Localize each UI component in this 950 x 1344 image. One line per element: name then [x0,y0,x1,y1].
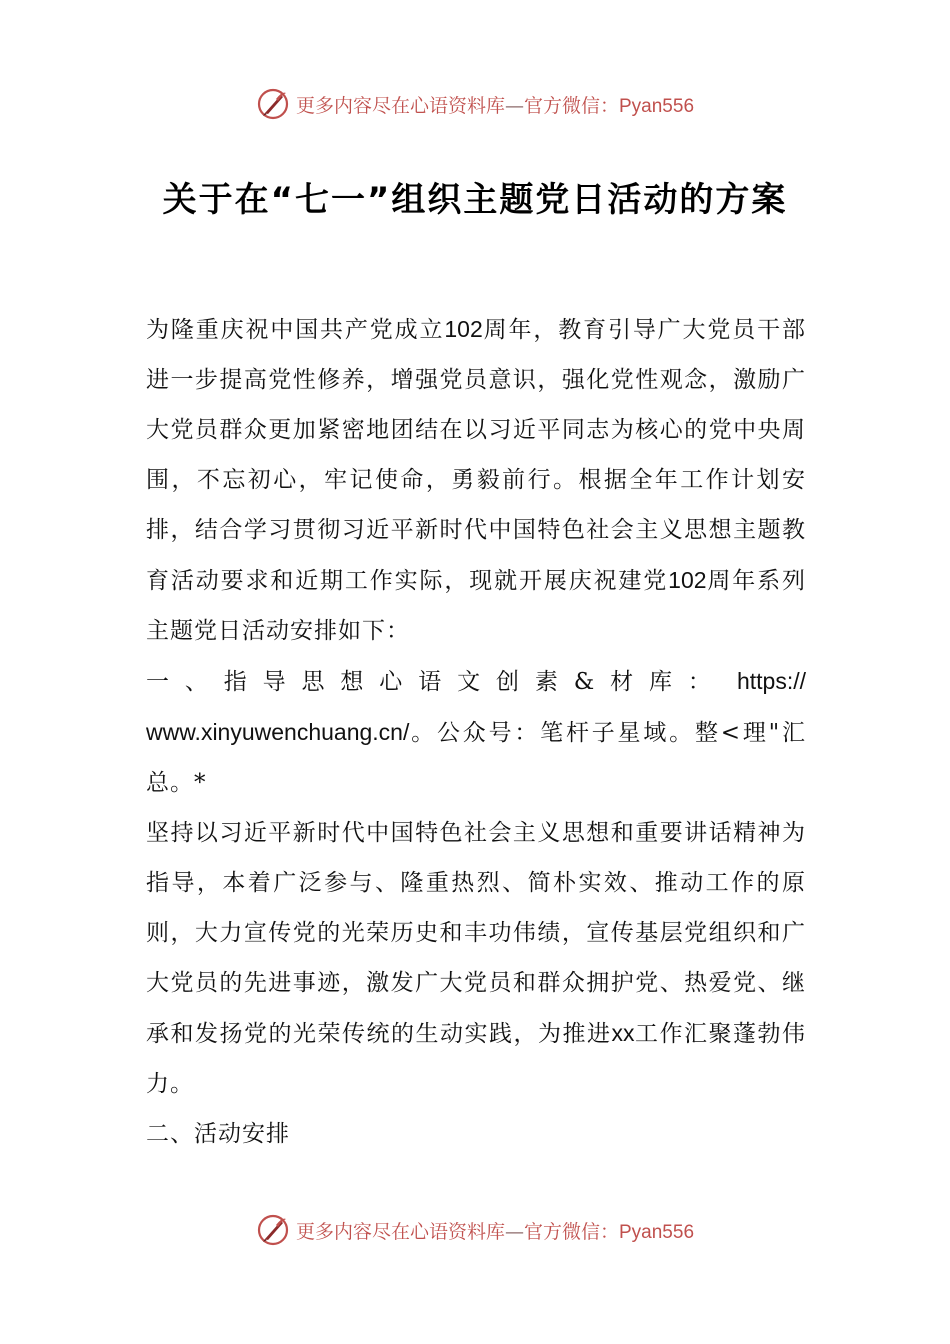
section1-body-a: 坚持以习近平新时代中国特色社会主义思想和重要讲话精神为指导，本着广泛参与、隆重热烈、简朴实效、推动工作的原则，大力宣传党的光荣历史和丰功伟绩，宣传基层党组织和广大党员的先进事迹，激发广大党员和群众拥护党、热爱党、继承和发扬党的光荣传统的生动实践，为推进 [146,820,806,1047]
intro-number-2: 102 [668,567,707,593]
document-body [146,304,806,1159]
document-title: 关于在“七一”组织主题党日活动的方案 [162,180,788,220]
watermark-wechat-id: Pyan556 [619,1221,695,1243]
header-watermark [0,84,950,124]
watermark-slogan: 更多内容尽在心语资料库 [295,1220,505,1243]
section1-url: https:// [736,668,806,694]
intro-text-c: 周年系列主题党日活动安排如下： [146,568,807,644]
quill-pen-logo-icon [256,87,290,121]
section1-heading-line [146,656,806,707]
footer-watermark [0,1210,950,1250]
watermark-text [296,91,694,118]
watermark-wechat-id: Pyan556 [619,95,695,117]
watermark-separator: — [504,1220,524,1243]
watermark-wechat-label: 官方微信： [523,94,619,117]
section1-url-continuation [146,707,806,808]
quill-pen-logo-icon [256,1213,290,1247]
section1-body-b: 工作汇聚蓬勃伟力。 [146,1021,806,1097]
watermark-wechat-label: 官方微信： [523,1220,619,1243]
section1-url-rest: www.xinyuwenchuang.cn/ [146,719,410,745]
intro-paragraph [146,304,806,656]
section1-tail: 。公众号：笔杆子星域。整<理"汇总。* [146,720,806,796]
watermark-slogan: 更多内容尽在心语资料库 [295,94,505,117]
watermark-separator: — [504,94,524,117]
section1-body [146,808,806,1109]
section1-body-xx: xx [611,1020,635,1046]
watermark-text [296,1217,694,1244]
intro-number-1: 102 [444,316,483,342]
intro-text-b: 周年，教育引导广大党员干部进一步提高党性修养，增强党员意识，强化党性观念，激励广大党员群众更加紧密地团结在以习近平同志为核心的党中央周围，不忘初心，牢记使命，勇毅前行。根据全年工作计划安排，结合学习贯彻习近平新时代中国特色社会主义思想主题教育活动要求和近期工作实际，现就开展庆祝建党 [146,317,807,594]
section1-heading: 一、指导思想心语文创素&材库： [146,669,727,695]
section2-heading: 二、活动安排 [146,1121,290,1147]
intro-text-a: 为隆重庆祝中国共产党成立 [146,317,445,343]
